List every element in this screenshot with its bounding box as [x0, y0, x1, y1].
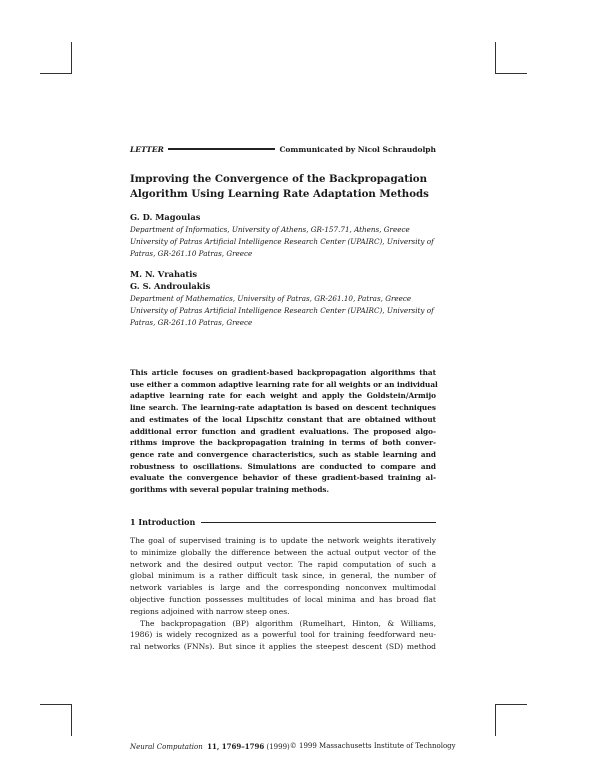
author-name: M. N. Vrahatis — [130, 269, 198, 279]
abstract-line: additional error function and gradient evaluations. The proposed algo- — [130, 426, 436, 436]
body-line: ral networks (FNNs). But since it applies the steepest descent (SD) method — [130, 642, 436, 652]
affiliation-line: Patras, GR-261.10 Patras, Greece — [130, 249, 253, 258]
letter-header — [130, 143, 436, 155]
body-line: to minimize globally the difference between the actual output vector of the — [130, 547, 436, 557]
abstract-line: This article focuses on gradient-based backpropagation algorithms that — [130, 368, 436, 377]
letter-label: LETTER — [130, 144, 164, 154]
body-line: The goal of supervised training is to update the network weights iteratively — [130, 536, 436, 545]
crop-mark-top-left-h — [40, 73, 72, 74]
title-line: Algorithm Using Learning Rate Adaptation Methods — [130, 188, 429, 200]
author-affiliation — [130, 224, 436, 260]
abstract-line: adaptive learning rate for each weight and apply the Goldstein/Armijo — [130, 391, 436, 401]
journal-name: Neural Computation — [130, 743, 203, 751]
section-heading — [130, 516, 436, 528]
crop-mark-top-right-v — [495, 42, 496, 74]
affiliation-line: Patras, GR-261.10 Patras, Greece — [130, 318, 253, 327]
crop-mark-bottom-right-h — [495, 704, 527, 705]
abstract-line: and estimates of the local Lipschitz constant that are obtained without — [130, 414, 436, 424]
body-line: The backpropagation (BP) algorithm (Rumelhart, Hinton, & Williams, — [140, 618, 436, 628]
author-name: G. D. Magoulas — [130, 212, 201, 222]
crop-mark-bottom-left-v — [71, 704, 72, 736]
abstract — [130, 367, 436, 496]
title-line: Improving the Convergence of the Backpropagation — [130, 173, 428, 185]
abstract-line: line search. The learning-rate adaptation is based on descent techniques — [130, 403, 436, 413]
section-title: 1 Introduction — [130, 517, 196, 527]
abstract-line: rithms improve the backpropagation training in terms of both conver- — [130, 438, 436, 448]
volume-pages: 11, 1769–1796 — [207, 742, 265, 751]
body-line: 1986) is widely recognized as a powerful tool for training feedforward neu- — [130, 630, 436, 640]
paper-title — [130, 172, 436, 202]
abstract-line: use either a common adaptive learning rate for all weights or an individual — [130, 379, 438, 389]
copyright: © 1999 Massachusetts Institute of Technology — [289, 742, 456, 750]
abstract-line: gorithms with several popular training methods. — [130, 485, 330, 495]
body-line: objective function possesses multitudes of local minima and has broad flat — [130, 594, 436, 604]
abstract-line: robustness to oscillations. Simulations are conducted to compare and — [130, 461, 436, 471]
crop-mark-top-right-h — [495, 73, 527, 74]
author-affiliation — [130, 293, 436, 329]
affiliation-line: University of Patras Artificial Intelligence Research Center (UPAIRC), University of — [130, 306, 434, 315]
affiliation-line: University of Patras Artificial Intelligence Research Center (UPAIRC), University of — [130, 237, 434, 246]
crop-mark-bottom-left-h — [40, 704, 72, 705]
body-line: network and the desired output vector. The rapid computation of such a — [130, 559, 436, 569]
communicated-by: Communicated by Nicol Schraudolph — [279, 144, 436, 154]
author-name: G. S. Androulakis — [130, 281, 211, 291]
body-line: network variables is large and the corresponding nonconvex multimodal — [130, 583, 436, 593]
crop-mark-top-left-v — [71, 42, 72, 74]
year: (1999) — [266, 743, 290, 751]
body-line: global minimum is a rather difficult task since, in general, the number of — [130, 571, 436, 581]
body-line: regions adjoined with narrow steep ones. — [130, 606, 290, 616]
letter-rule — [168, 148, 276, 151]
crop-mark-bottom-right-v — [495, 704, 496, 736]
affiliation-line: Department of Mathematics, University of Patras, GR-261.10, Patras, Greece — [130, 294, 412, 303]
abstract-line: gence rate and convergence characteristics, such as stable learning and — [130, 449, 436, 459]
page-footer — [130, 742, 456, 751]
section-rule — [201, 522, 436, 523]
body-text — [130, 535, 436, 653]
affiliation-line: Department of Informatics, University of Athens, GR-157.71, Athens, Greece — [130, 225, 410, 234]
citation — [130, 742, 290, 751]
abstract-line: evaluate the convergence behavior of these gradient-based training al- — [130, 473, 436, 483]
